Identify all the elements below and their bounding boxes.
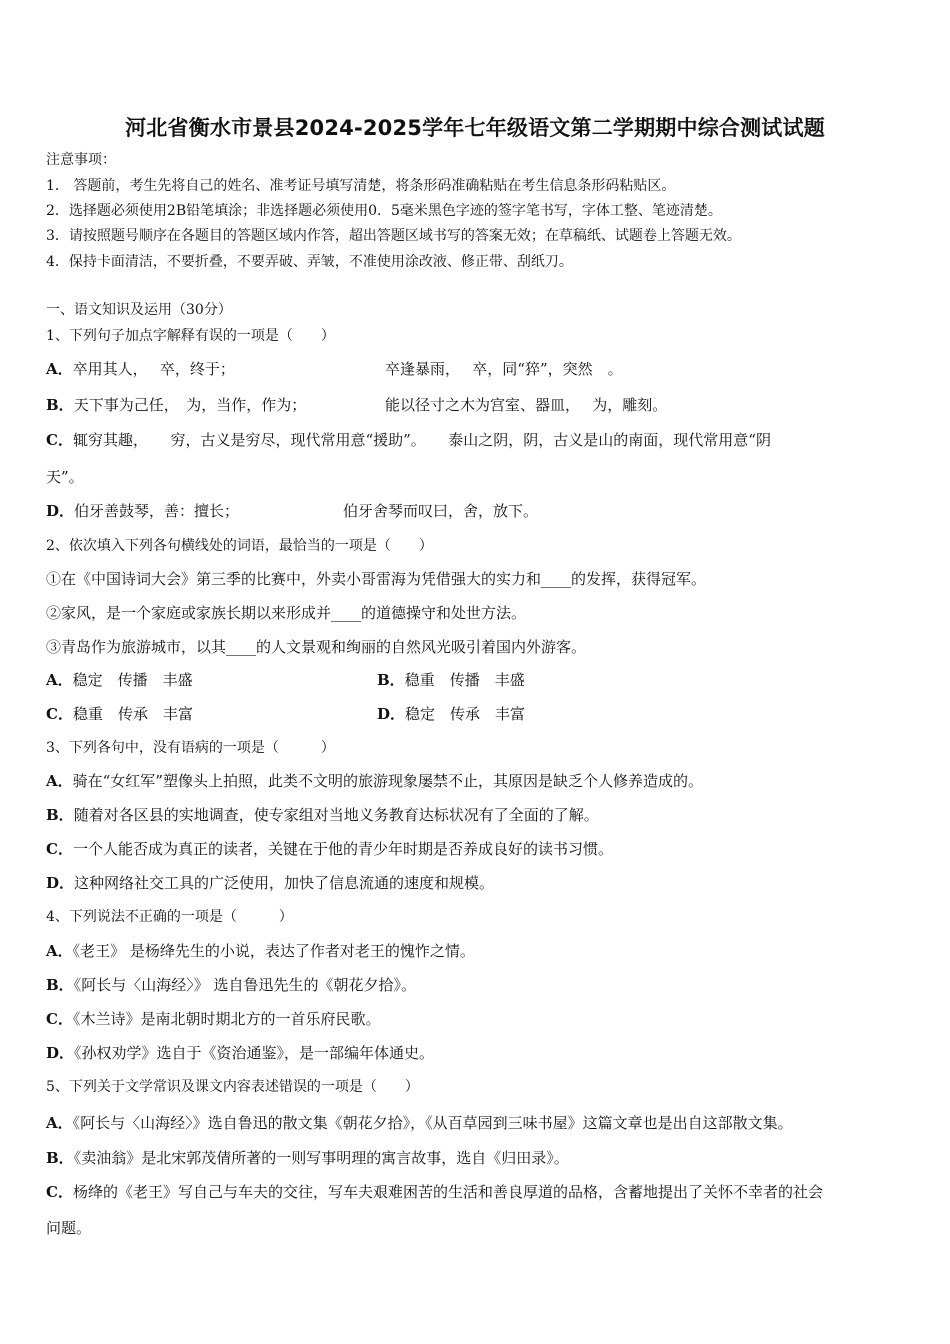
option-c bbox=[46, 1009, 380, 1029]
option-text: 《孙权劝学》选自于《资治通鉴》，是一部编年体通史。 bbox=[74, 1044, 435, 1062]
option-b bbox=[377, 670, 525, 690]
option-label: B． bbox=[46, 806, 74, 824]
question-stem: 1、下列句子加点字解释有误的一项是（ ） bbox=[46, 328, 335, 344]
option-c bbox=[46, 1182, 823, 1202]
option-label: C． bbox=[46, 431, 73, 449]
option-b bbox=[46, 395, 306, 415]
question-stem: 5、下列关于文学常识及课文内容表述错误的一项是（ ） bbox=[46, 1079, 419, 1095]
sentence: ②家风，是一个家庭或家族长期以来形成并____的道德操守和处世方法。 bbox=[46, 604, 527, 622]
question-stem: 4、下列说法不正确的一项是（ ） bbox=[46, 909, 293, 925]
option-text: 卒用其人， 卒，终于； bbox=[72, 360, 235, 378]
option-label: A． bbox=[46, 772, 73, 790]
option-text: 稳定 传播 丰盛 bbox=[72, 671, 193, 689]
option-label: C． bbox=[46, 705, 73, 723]
option-label: B． bbox=[377, 671, 405, 689]
notice-item: 3．请按照题号顺序在各题目的答题区域内作答，超出答题区域书写的答案无效；在草稿纸、试题卷上答题无效。 bbox=[46, 228, 741, 244]
option-text: 《阿长与〈山海经〉》选自鲁迅的散文集《朝花夕拾》，《从百草园到三味书屋》这篇文章也是出自这部散文集。 bbox=[72, 1114, 793, 1132]
option-b bbox=[46, 1148, 569, 1168]
option-d bbox=[46, 1043, 434, 1063]
option-label: A． bbox=[46, 360, 73, 378]
option-label: D． bbox=[46, 874, 75, 892]
option-b bbox=[46, 975, 416, 995]
option-text: 《阿长与〈山海经〉》 选自鲁迅先生的《朝花夕拾》。 bbox=[73, 976, 416, 994]
question-stem: 3、下列各句中，没有语病的一项是（ ） bbox=[46, 740, 335, 756]
option-text: 天下事为己任， 为，当作，作为； bbox=[73, 396, 307, 414]
option-text: 随着对各区县的实地调查，使专家组对当地义务教育达标状况有了全面的了解。 bbox=[73, 806, 599, 824]
option-d bbox=[46, 501, 239, 521]
option-text: 《卖油翁》是北宋郭茂倩所著的一则写事明理的寓言故事，选自《归田录》。 bbox=[73, 1149, 569, 1167]
notice-item: 2．选择题必须使用2B铅笔填涂；非选择题必须使用0．5毫米黑色字迹的签字笔书写，字体工整、笔迹清楚。 bbox=[46, 203, 722, 219]
option-text: 这种网络社交工具的广泛使用，加快了信息流通的速度和规模。 bbox=[74, 874, 495, 892]
option-d bbox=[46, 873, 494, 893]
option-label: D． bbox=[46, 1044, 75, 1062]
option-a bbox=[46, 359, 235, 379]
option-label: B． bbox=[46, 1149, 74, 1167]
option-text: 稳定 传承 丰富 bbox=[405, 705, 526, 723]
option-label: B． bbox=[46, 396, 74, 414]
option-b-right: 能以径寸之木为宫室、器皿， 为，雕刻。 bbox=[385, 396, 668, 414]
option-text: 稳重 传承 丰富 bbox=[72, 705, 193, 723]
sentence: ③青岛作为旅游城市，以其____的人文景观和绚丽的自然风光吸引着国内外游客。 bbox=[46, 638, 587, 656]
option-text: 伯牙善鼓琴，善：擅长； bbox=[74, 502, 240, 520]
notice-heading: 注意事项： bbox=[46, 152, 116, 168]
section-heading: 一、语文知识及运用（30分） bbox=[46, 302, 232, 318]
option-text: 骑在“女红军”塑像头上拍照，此类不文明的旅游现象屡禁不止，其原因是缺乏个人修养造成的。 bbox=[72, 772, 703, 790]
option-text: 杨绛的《老王》写自己与车夫的交往，写车夫艰难困苦的生活和善良厚道的品格，含蓄地提出了关怀不幸者的社会 bbox=[72, 1183, 823, 1201]
page-title: 河北省衡水市景县2024-2025学年七年级语文第二学期期中综合测试试题 bbox=[125, 116, 825, 140]
option-a bbox=[46, 941, 475, 961]
option-c bbox=[46, 430, 771, 450]
option-text: 辄穷其趣， 穷，古义是穷尽，现代常用意“援助”。 泰山之阴，阴，古义是山的南面，现代常用意“阴 bbox=[72, 431, 771, 449]
option-c-continued: 问题。 bbox=[46, 1219, 92, 1237]
option-label: C． bbox=[46, 1010, 73, 1028]
option-c bbox=[46, 704, 193, 724]
option-label: A． bbox=[46, 942, 73, 960]
option-d-right: 伯牙舍琴而叹曰，舍，放下。 bbox=[343, 502, 539, 520]
option-label: A． bbox=[46, 1114, 73, 1132]
sentence: ①在《中国诗词大会》第三季的比赛中，外卖小哥雷海为凭借强大的实力和____的发挥，获得冠军。 bbox=[46, 570, 707, 588]
option-text: 稳重 传播 丰盛 bbox=[404, 671, 525, 689]
option-label: D． bbox=[377, 705, 406, 723]
option-a bbox=[46, 670, 193, 690]
option-label: D． bbox=[46, 502, 75, 520]
question-stem: 2、依次填入下列各句横线处的词语，最恰当的一项是（ ） bbox=[46, 538, 433, 554]
option-a bbox=[46, 1113, 793, 1133]
option-label: C． bbox=[46, 1183, 73, 1201]
option-label: B． bbox=[46, 976, 74, 994]
option-text: 《木兰诗》是南北朝时期北方的一首乐府民歌。 bbox=[72, 1010, 381, 1028]
notice-item: 4．保持卡面清洁，不要折叠，不要弄破、弄皱，不准使用涂改液、修正带、刮纸刀。 bbox=[46, 254, 573, 270]
option-b bbox=[46, 805, 599, 825]
option-c bbox=[46, 839, 613, 859]
option-label: A． bbox=[46, 671, 73, 689]
option-d bbox=[377, 704, 525, 724]
notice-item: 1． 答题前，考生先将自己的姓名、准考证号填写清楚，将条形码准确粘贴在考生信息条形码粘贴区。 bbox=[46, 178, 676, 194]
option-c-continued: 天”。 bbox=[46, 468, 84, 486]
option-label: C． bbox=[46, 840, 73, 858]
option-a-right: 卒逢暴雨， 卒，同“猝”，突然 。 bbox=[385, 360, 623, 378]
option-text: 《老王》 是杨绛先生的小说，表达了作者对老王的愧怍之情。 bbox=[72, 942, 475, 960]
option-text: 一个人能否成为真正的读者，关键在于他的青少年时期是否养成良好的读书习惯。 bbox=[72, 840, 613, 858]
option-a bbox=[46, 771, 703, 791]
